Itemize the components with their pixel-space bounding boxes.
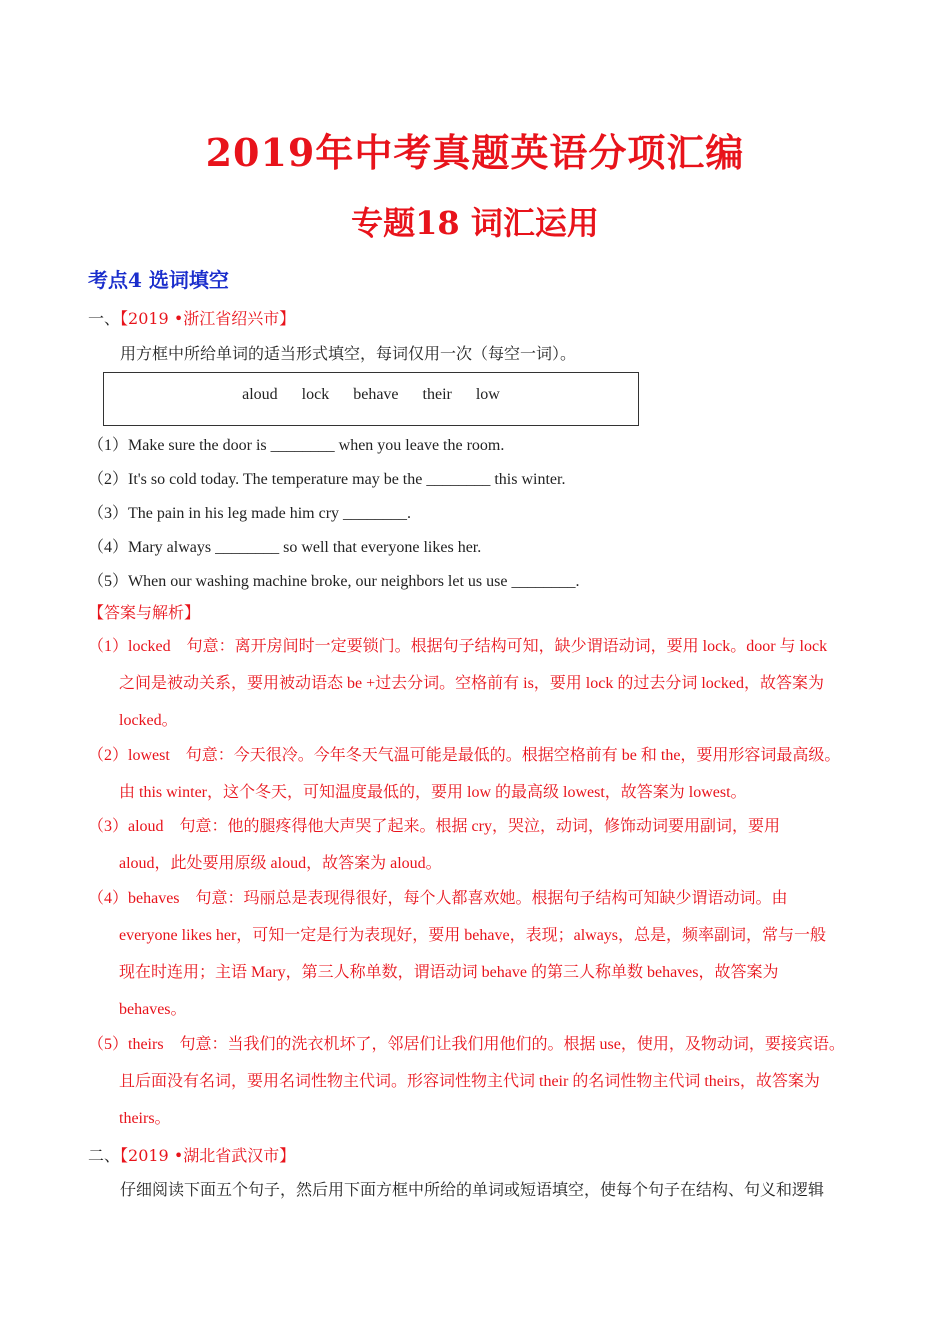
answer-line: locked。 bbox=[119, 712, 178, 729]
answer-line: aloud，此处要用原级 aloud，故答案为 aloud。 bbox=[119, 855, 442, 872]
answer-4 bbox=[88, 888, 888, 1036]
question-4: （4）Mary always ________ so well that everyone likes her. bbox=[88, 539, 482, 556]
answer-heading: 【答案与解析】 bbox=[88, 603, 201, 622]
word-item: behave bbox=[353, 386, 399, 403]
section-2-instruction: 仔细阅读下面五个句子，然后用下面方框中所给的单词或短语填空，使每个句子在结构、句义和逻辑 bbox=[120, 1180, 825, 1199]
answer-line: （3）aloud 句意：他的腿疼得他大声哭了起来。根据 cry，哭泣，动词，修饰动词要用副词，要用 bbox=[88, 818, 780, 835]
answer-line: （2）lowest 句意：今天很冷。今年冬天气温可能是最低的。根据空格前有 be 和 the，要用形容词最高级。 bbox=[88, 747, 841, 764]
question-3: （3）The pain in his leg made him cry ________. bbox=[88, 505, 412, 522]
answer-3 bbox=[88, 816, 888, 890]
section-2-number: 二、 bbox=[88, 1146, 121, 1165]
section-1-heading bbox=[88, 306, 295, 329]
answer-line: 之间是被动关系，要用被动语态 be +过去分词。空格前有 is，要用 lock 的过去分词 locked，故答案为 bbox=[119, 675, 824, 692]
answer-line: theirs。 bbox=[119, 1110, 171, 1127]
section-1-instruction: 用方框中所给单词的适当形式填空，每词仅用一次（每空一词）。 bbox=[120, 344, 577, 363]
page-title: 2019年中考真题英语分项汇编 bbox=[205, 130, 745, 175]
question-1: （1）Make sure the door is ________ when you leave the room. bbox=[88, 437, 505, 454]
word-item: their bbox=[422, 386, 452, 403]
word-item: lock bbox=[301, 386, 330, 403]
page-subtitle: 专题18 词汇运用 bbox=[351, 204, 599, 242]
answer-line: 由 this winter，这个冬天，可知温度最低的，要用 low 的最高级 lowest，故答案为 lowest。 bbox=[119, 784, 747, 801]
answer-5 bbox=[88, 1034, 888, 1145]
answer-line: everyone likes her，可知一定是行为表现好，要用 behave，表现；always，总是，频率副词，常与一般 bbox=[119, 927, 827, 944]
answer-line: （4）behaves 句意：玛丽总是表现得很好，每个人都喜欢她。根据句子结构可知缺少谓语动词。由 bbox=[88, 890, 788, 907]
answer-line: （5）theirs 句意：当我们的洗衣机坏了，邻居们让我们用他们的。根据 use，使用，及物动词，要接宾语。 bbox=[88, 1036, 845, 1053]
answer-line: 且后面没有名词，要用名词性物主代词。形容词性物主代词 their 的名词性物主代词 theirs，故答案为 bbox=[119, 1073, 820, 1090]
word-list bbox=[104, 386, 638, 404]
kaodian-heading: 考点4 选词填空 bbox=[88, 268, 229, 292]
answer-1 bbox=[88, 636, 888, 747]
answer-2 bbox=[88, 745, 888, 819]
section-1-source: 【2019 •浙江省绍兴市】 bbox=[120, 309, 296, 328]
word-item: aloud bbox=[242, 386, 278, 403]
section-1-number: 一、 bbox=[88, 309, 121, 328]
section-2-source: 【2019 •湖北省武汉市】 bbox=[120, 1146, 296, 1165]
section-2-heading bbox=[88, 1143, 295, 1166]
question-2: （2）It's so cold today. The temperature may be the ________ this winter. bbox=[88, 471, 566, 488]
answer-line: 现在时连用；主语 Mary，第三人称单数，谓语动词 behave 的第三人称单数 behaves，故答案为 bbox=[119, 964, 779, 981]
answer-line: behaves。 bbox=[119, 1001, 187, 1018]
word-box bbox=[103, 372, 639, 426]
question-5: （5）When our washing machine broke, our neighbors let us use ________. bbox=[88, 573, 580, 590]
answer-line: （1）locked 句意：离开房间时一定要锁门。根据句子结构可知，缺少谓语动词，要用 lock。door 与 lock bbox=[88, 638, 828, 655]
word-item: low bbox=[475, 386, 500, 403]
